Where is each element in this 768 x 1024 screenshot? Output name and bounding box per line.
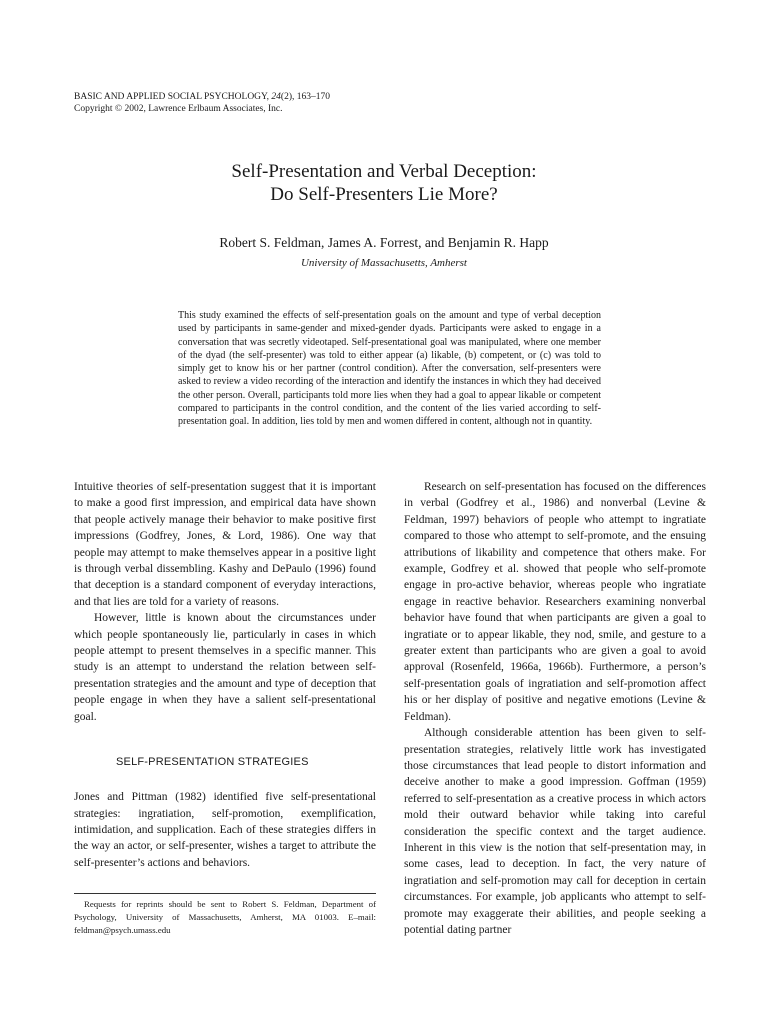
journal-volume: 24 (271, 92, 281, 102)
body-paragraph: Research on self-presentation has focused on the differences in verbal (Godfrey et al., 1986) and nonverbal (Levine & Feldman, 1997) behaviors of people who attempt to ingratiate compared to those who attempt to self-promote, and the ensuing attributions of likability and competence that others make. For example, Godfrey et al. showed that people who self-promote engage in pro-active behavior, whereas people who ingratiate engage in reactive behavior. Researchers examining nonverbal behavior have found that when participants are given a goal to ingratiate or to appear likable, they nod, smile, and gesture to a greater extent than participants who are given a goal to avoid approval (Rosenfeld, 1966a, 1966b). Furthermore, a person’s self-presentation goals of ingratiation and self-promotion affect his or her display of positive and negative emotions (Levine & Feldman). (404, 481, 706, 723)
body-paragraph: Although considerable attention has been given to self-presentation strategies, relatively little work has investigated those circumstances that lead people to distort information and deceive another to make a good impression. Goffman (1959) referred to self-presentation as a creative process in which actors mold their outward behavior while taking into careful consideration the specific context and the target audience. Inherent in this view is the notion that self-presentation may, in some cases, lead to deception. In fact, the very nature of ingratiation and self-promotion may call for deception in certain circumstances. For example, job applicants who attempt to self-promote may exaggerate their abilities, and people seeking a potential dating partner (404, 727, 706, 936)
section-heading: SELF-PRESENTATION STRATEGIES (116, 756, 309, 769)
affiliation: University of Massachusetts, Amherst (300, 257, 467, 269)
left-column (74, 479, 376, 871)
footnote-text: Requests for reprints should be sent to Robert S. Feldman, Department of Psychology, University of Massachusetts, Amherst, MA 01003. E–mail: feldman@psych.umass.edu (74, 899, 376, 935)
title-line-2: Do Self-Presenters Lie More? (270, 184, 498, 205)
journal-name: BASIC AND APPLIED SOCIAL PSYCHOLOGY, (74, 92, 272, 102)
paper-title (0, 160, 768, 206)
copyright-line: Copyright © 2002, Lawrence Erlbaum Associates, Inc. (74, 104, 283, 114)
abstract: This study examined the effects of self-presentation goals on the amount and type of verbal deception used by participants in same-gender and mixed-gender dyads. Participants were asked to engage in a conversation that was secretly videotaped. Self-presentational goal was manipulated, where one member of the dyad (the self-presenter) was told to either appear (a) likable, (b) competent, or (c) was told to simply get to know his or her partner (control condition). After the conversation, self-presenters were asked to review a video recording of the interaction and identify the instances in which they had deceived the other person. Overall, participants told more lies when they had a goal to appear likable or competent compared to participants in the control condition, and the content of the lies varied according to self-presentation goal. In addition, lies told by men and women differed in content, although not in quantity. (178, 310, 601, 428)
footnote-divider (74, 893, 376, 894)
journal-line (74, 91, 330, 103)
right-column (404, 479, 706, 938)
footnote (74, 898, 376, 936)
journal-issue-pages: (2), 163–170 (280, 92, 330, 102)
title-line-1: Self-Presentation and Verbal Deception: (231, 161, 537, 182)
body-paragraph: Jones and Pittman (1982) identified five self-presentational strategies: ingratiation, self-promotion, exemplification, intimidation, and supplication. Each of these strategies differs in the way an actor, or self-presenter, wishes a target to attribute the self-presenter’s actions and behaviors. (74, 791, 376, 869)
body-paragraph: Intuitive theories of self-presentation suggest that it is important to make a good first impression, and empirical data have shown that people actively manage their behavior to make positive first impressions (Godfrey, Jones, & Lord, 1986). One way that people may attempt to make themselves appear in a positive light is through verbal dissembling. Kashy and DePaulo (1996) found that deception is a standard component of everyday interactions, and that lies are told for a variety of reasons. (74, 481, 376, 608)
body-paragraph: However, little is known about the circumstances under which people spontaneously lie, particularly in cases in which people attempt to present themselves in a specific manner. This study is an attempt to understand the relation between self-presentation strategies and the amount and type of deception that people engage in when they have a salient self-presentational goal. (74, 612, 376, 723)
author-list: Robert S. Feldman, James A. Forrest, and Benjamin R. Happ (219, 235, 549, 250)
journal-citation (74, 91, 330, 115)
